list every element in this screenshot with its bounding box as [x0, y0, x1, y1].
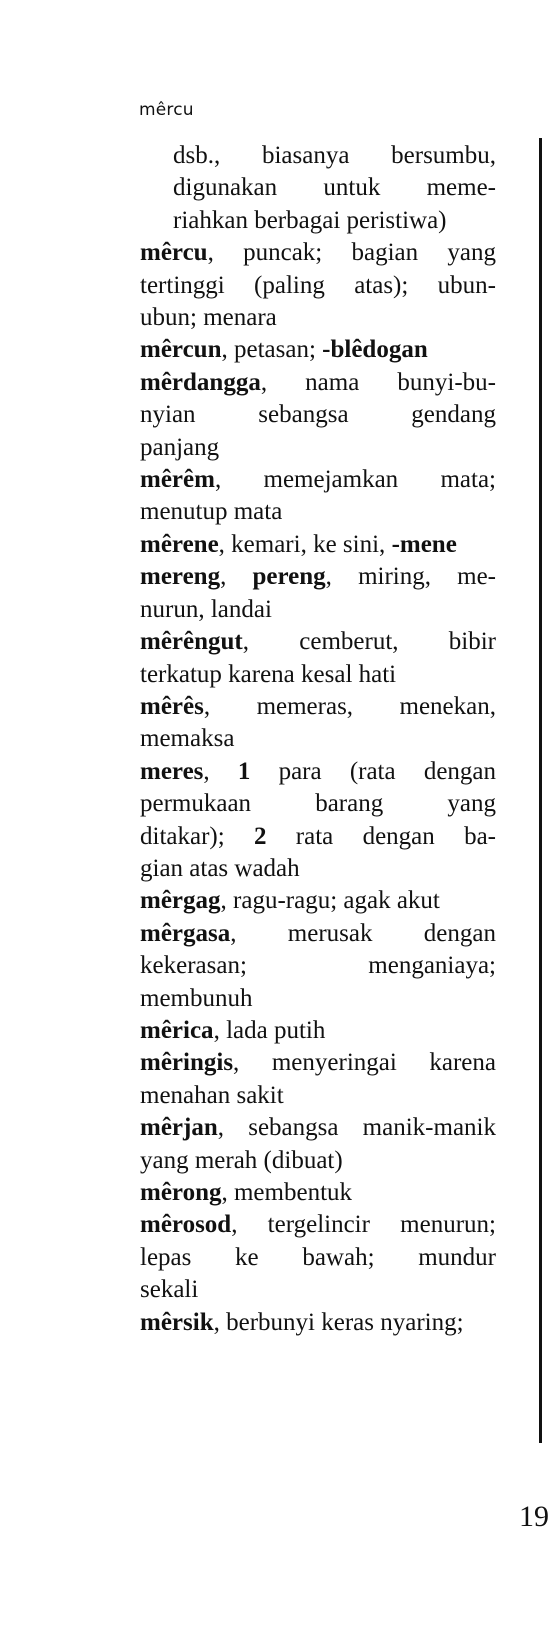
headword: mêrgag — [140, 887, 221, 915]
page-number: 19 — [519, 1500, 549, 1533]
entry-merengut: mêrêngut, cemberut, bibir terkatup karena kesal hati — [140, 628, 496, 688]
headword: mêrêngut — [140, 628, 243, 656]
headword: mêrcu — [140, 239, 208, 267]
entry-merdangga: mêrdangga, nama bunyi-bu- nyian sebangsa gendang panjang — [140, 368, 496, 461]
headword: mêrêm — [140, 466, 215, 494]
entry-merene: mêrene, kemari, ke sini, -mene — [140, 530, 457, 558]
entry-merong: mêrong, membentuk — [140, 1179, 353, 1206]
column-rule — [539, 138, 542, 1443]
entry-mergasa: mêrgasa, merusak dengan kekerasan; menganiaya; membunuh — [140, 919, 496, 1012]
variant-headword: pereng — [252, 563, 326, 591]
entry-merjan: mêrjan, sebangsa manik-manik yang merah (dibuat) — [140, 1114, 496, 1174]
running-head: mêrcu — [139, 100, 194, 120]
entry-meringis: mêringis, menyeringai karena menahan sakit — [140, 1049, 496, 1109]
headword: mêrosod — [140, 1211, 232, 1239]
headword: mêringis — [140, 1049, 234, 1077]
sense-number: 2 — [254, 822, 267, 850]
headword: mêrene — [140, 530, 219, 558]
headword: mêrês — [140, 692, 204, 720]
entry-merem: mêrêm, memejamkan mata; menutup mata — [140, 466, 496, 526]
entry-merica: mêrica, lada putih — [140, 1016, 326, 1044]
entry-meres-1: mêrês, memeras, menekan, memaksa — [140, 692, 496, 753]
headword: mêrjan — [140, 1114, 218, 1142]
sense-number: 1 — [237, 757, 251, 785]
entry-merosod: mêrosod, tergelincir menurun; lepas ke bawah; mundur sekali — [140, 1211, 496, 1304]
entry-mersik: mêrsik, berbunyi keras nyaring; — [140, 1308, 464, 1336]
headword: meres — [140, 757, 204, 785]
headword: mêrdangga — [140, 368, 261, 396]
headword: mêrica — [140, 1016, 214, 1044]
headword: mêrong — [140, 1179, 222, 1206]
dictionary-column — [140, 140, 496, 1339]
headword: mêrsik — [140, 1308, 214, 1336]
headword: mereng — [140, 563, 221, 591]
entry-mereng: mereng, pereng, miring, me- nurun, landai — [140, 563, 497, 623]
headword: mêrgasa — [140, 919, 231, 947]
sub-entry: -blêdogan — [322, 336, 428, 364]
headword: mêrcun — [140, 336, 222, 364]
entry-mergag: mêrgag, ragu-ragu; agak akut — [140, 887, 440, 915]
entry-meres-2: meres, 1 para (rata dengan permukaan barang yang ditakar); 2 rata dengan ba- gian atas wadah — [140, 757, 497, 882]
sub-entry: -mene — [391, 530, 457, 558]
entry-mercu: mêrcu, puncak; bagian yang tertinggi (paling atas); ubun- ubun; menara — [140, 239, 496, 332]
continued-definition: dsb., biasanya bersumbu, digunakan untuk meme- riahkan berbagai peristiwa) — [173, 142, 496, 234]
entry-mercun: mêrcun, petasan; -blêdogan — [140, 336, 428, 364]
